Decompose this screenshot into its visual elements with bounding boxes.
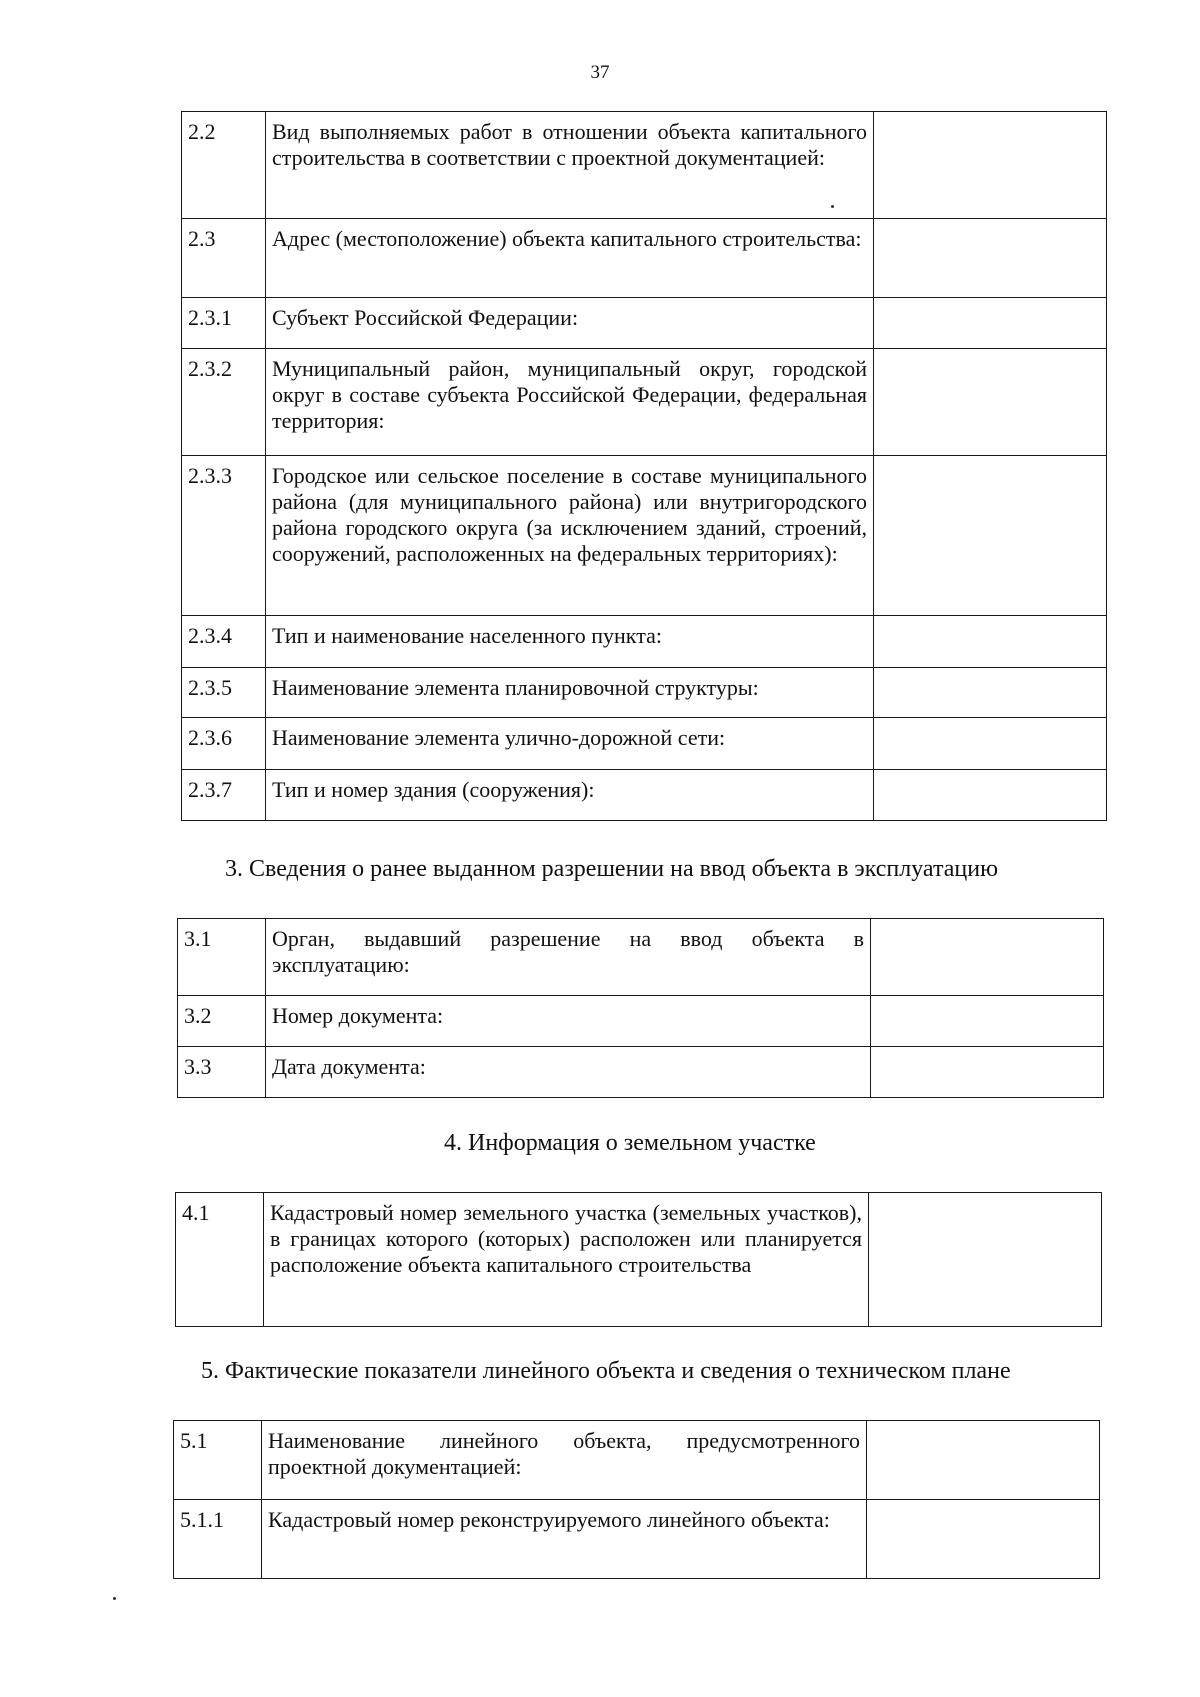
table-row (178, 919, 1104, 996)
table-row (174, 1500, 1100, 1579)
section-3-heading: 3. Сведения о ранее выданном разрешении на ввод объекта в эксплуатацию (225, 856, 999, 882)
row-number: 5.1.1 (174, 1500, 262, 1579)
row-value-cell[interactable] (874, 349, 1107, 456)
row-label: Кадастровый номер земельного участка (земельных участков), в границах которого (которых) расположен или планируется расположение объекта капитального строительства (264, 1193, 869, 1327)
row-number: 2.3.6 (182, 718, 266, 770)
row-number: 2.3.1 (182, 298, 266, 349)
row-label: Тип и номер здания (сооружения): (266, 770, 874, 821)
table-row (176, 1193, 1102, 1327)
row-value-cell[interactable] (867, 1500, 1100, 1579)
row-label: Номер документа: (266, 996, 871, 1047)
row-number: 3.3 (178, 1047, 266, 1098)
row-label: Дата документа: (266, 1047, 871, 1098)
row-number: 2.3.5 (182, 668, 266, 718)
row-label: Наименование элемента улично-дорожной сети: (266, 718, 874, 770)
row-label: Орган, выдавший разрешение на ввод объекта в эксплуатацию: (266, 919, 871, 996)
table-row (178, 1047, 1104, 1098)
row-value-cell[interactable] (874, 456, 1107, 616)
table-row (182, 219, 1107, 298)
table-row (182, 770, 1107, 821)
row-number: 2.3.3 (182, 456, 266, 616)
table-row (182, 298, 1107, 349)
table-row (182, 616, 1107, 668)
scan-speck (113, 1597, 116, 1600)
table-section-5 (173, 1420, 1100, 1579)
row-value-cell[interactable] (874, 718, 1107, 770)
scan-speck (831, 205, 834, 208)
row-label: Наименование линейного объекта, предусмотренного проектной документацией: (262, 1421, 867, 1500)
table-section-4 (175, 1192, 1102, 1327)
row-number: 2.3.2 (182, 349, 266, 456)
row-number: 2.2 (182, 112, 266, 219)
section-4-heading: 4. Информация о земельном участке (444, 1130, 816, 1156)
row-number: 2.3 (182, 219, 266, 298)
row-value-cell[interactable] (871, 996, 1104, 1047)
table-row (178, 996, 1104, 1047)
table-row (182, 668, 1107, 718)
row-number: 3.2 (178, 996, 266, 1047)
row-number: 5.1 (174, 1421, 262, 1500)
row-number: 4.1 (176, 1193, 264, 1327)
row-number: 2.3.7 (182, 770, 266, 821)
row-label: Субъект Российской Федерации: (266, 298, 874, 349)
row-value-cell[interactable] (867, 1421, 1100, 1500)
row-value-cell[interactable] (874, 668, 1107, 718)
page-number: 37 (590, 62, 610, 83)
row-number: 2.3.4 (182, 616, 266, 668)
row-label: Кадастровый номер реконструируемого линейного объекта: (262, 1500, 867, 1579)
table-row (174, 1421, 1100, 1500)
row-value-cell[interactable] (871, 919, 1104, 996)
row-label: Тип и наименование населенного пункта: (266, 616, 874, 668)
table-section-3 (177, 918, 1104, 1098)
row-label: Адрес (местоположение) объекта капитального строительства: (266, 219, 874, 298)
row-label: Вид выполняемых работ в отношении объекта капитального строительства в соответствии с проектной документацией: (266, 112, 874, 219)
row-value-cell[interactable] (874, 298, 1107, 349)
row-value-cell[interactable] (869, 1193, 1102, 1327)
table-row (182, 349, 1107, 456)
row-value-cell[interactable] (874, 219, 1107, 298)
row-number: 3.1 (178, 919, 266, 996)
section-5-heading: 5. Фактические показатели линейного объекта и сведения о техническом плане (201, 1358, 1011, 1384)
row-label: Наименование элемента планировочной структуры: (266, 668, 874, 718)
table-row (182, 718, 1107, 770)
row-value-cell[interactable] (874, 770, 1107, 821)
table-row (182, 112, 1107, 219)
table-section-2 (181, 111, 1107, 821)
row-label: Городское или сельское поселение в составе муниципального района (для муниципального района) или внутригородского района городского округа (за исключением зданий, строений, сооружений, расположенных на федеральных территориях): (266, 456, 874, 616)
row-value-cell[interactable] (874, 616, 1107, 668)
table-row (182, 456, 1107, 616)
row-value-cell[interactable] (871, 1047, 1104, 1098)
row-label: Муниципальный район, муниципальный округ, городской округ в составе субъекта Российской Федерации, федеральная территория: (266, 349, 874, 456)
row-value-cell[interactable] (874, 112, 1107, 219)
